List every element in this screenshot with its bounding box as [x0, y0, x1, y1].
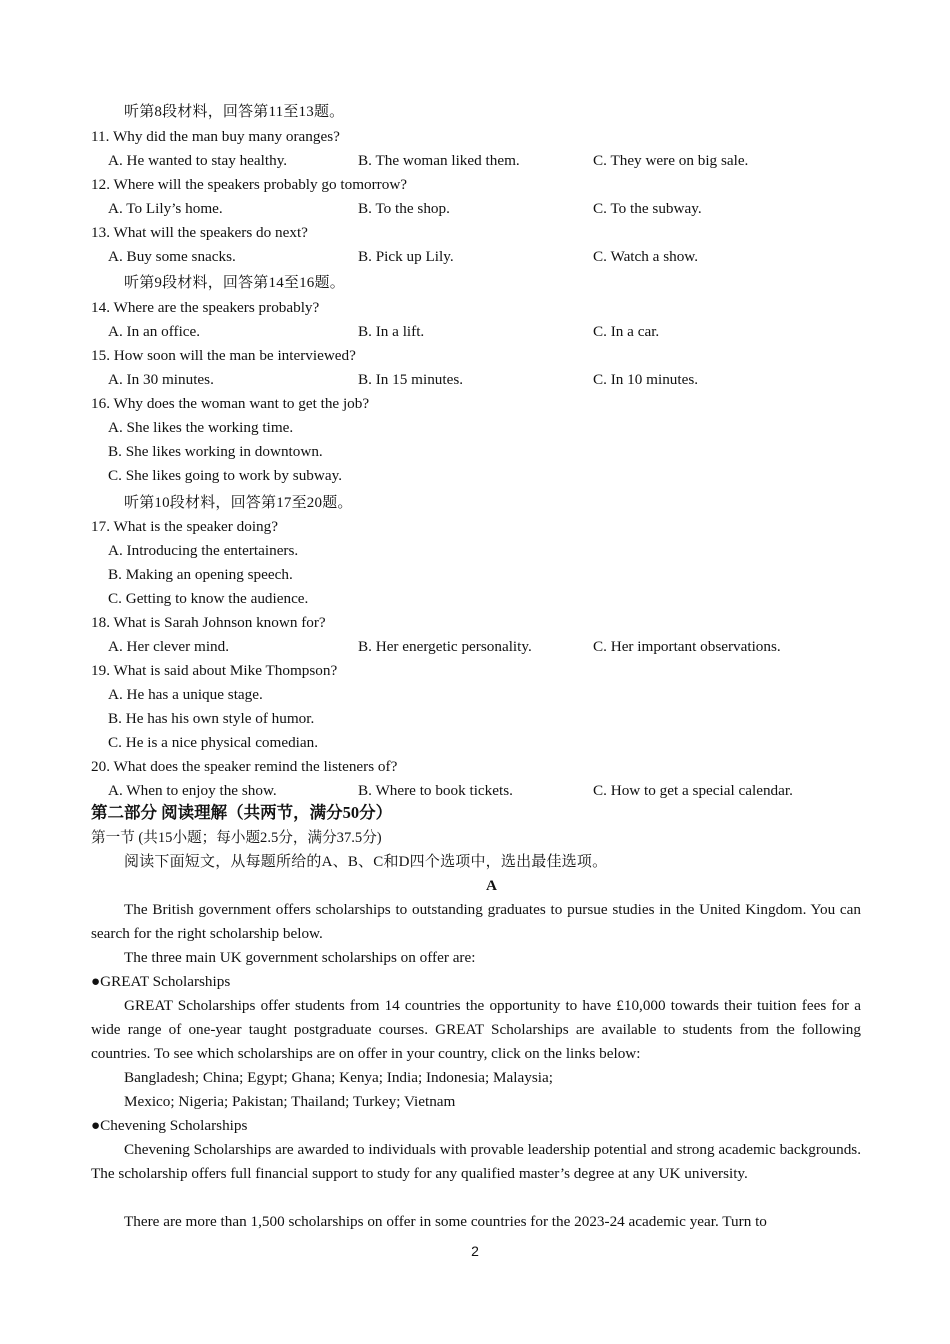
part2-instruction: 阅读下面短文，从每题所给的A、B、C和D四个选项中，选出最佳选项。: [124, 854, 608, 870]
q13-option-a: A. Buy some snacks.: [108, 248, 236, 265]
q16-option-a: A. She likes the working time.: [108, 419, 294, 436]
q15-option-a: A. In 30 minutes.: [108, 371, 214, 388]
chevening-scholarships-heading: ●Chevening Scholarships: [91, 1117, 248, 1134]
q19-option-a: A. He has a unique stage.: [108, 686, 263, 703]
q20-option-b: B. Where to book tickets.: [358, 782, 513, 799]
great-scholarships-heading: ●GREAT Scholarships: [91, 973, 231, 990]
q14-option-a: A. In an office.: [108, 323, 201, 340]
q20-option-c: C. How to get a special calendar.: [593, 782, 793, 799]
q17-option-c: C. Getting to know the audience.: [108, 590, 309, 607]
part2-section1-heading: 第一节 (共15小题；每小题2.5分，满分37.5分): [91, 830, 382, 846]
q18-option-b: B. Her energetic personality.: [358, 638, 532, 655]
q11-option-b: B. The woman liked them.: [358, 152, 520, 169]
q11-option-c: C. They were on big sale.: [593, 152, 749, 169]
q15-option-b: B. In 15 minutes.: [358, 371, 464, 388]
chevening-scholarships-body: Chevening Scholarships are awarded to individuals with provable leadership potential and strong academic backgrounds. The scholarship offers full financial support to study for any qualified master’s degree at any UK university.: [91, 1141, 861, 1182]
q16-option-c: C. She likes going to work by subway.: [108, 467, 342, 484]
question-14: 14. Where are the speakers probably?: [91, 299, 320, 316]
question-19: 19. What is said about Mike Thompson?: [91, 662, 338, 679]
question-18: 18. What is Sarah Johnson known for?: [91, 614, 326, 631]
great-scholarships-body: GREAT Scholarships offer students from 14 countries the opportunity to have £10,000 towards their tuition fees for a wide range of one-year taught postgraduate courses. GREAT Scholarships are available to students from the following countries. To see which scholarships are on offer in your country, click on the links below:: [91, 997, 861, 1062]
question-16: 16. Why does the woman want to get the job?: [91, 395, 370, 412]
q17-option-b: B. Making an opening speech.: [108, 566, 293, 583]
q13-option-c: C. Watch a show.: [593, 248, 699, 265]
q19-option-b: B. He has his own style of humor.: [108, 710, 315, 727]
passage-label: A: [486, 877, 497, 894]
q12-option-a: A. To Lily’s home.: [108, 200, 223, 217]
q12-option-c: C. To the subway.: [593, 200, 702, 217]
q19-option-c: C. He is a nice physical comedian.: [108, 734, 319, 751]
q14-option-c: C. In a car.: [593, 323, 660, 340]
passage-paragraph-2: The three main UK government scholarships on offer are:: [124, 949, 476, 966]
question-20: 20. What does the speaker remind the listeners of?: [91, 758, 398, 775]
question-15: 15. How soon will the man be interviewed?: [91, 347, 356, 364]
country-list-line-2: Mexico; Nigeria; Pakistan; Thailand; Turkey; Vietnam: [124, 1093, 456, 1110]
section9-instruction: 听第9段材料，回答第14至16题。: [124, 275, 345, 291]
q17-option-a: A. Introducing the entertainers.: [108, 542, 299, 559]
question-11: 11. Why did the man buy many oranges?: [91, 128, 340, 145]
section10-instruction: 听第10段材料，回答第17至20题。: [124, 495, 353, 511]
q18-option-c: C. Her important observations.: [593, 638, 781, 655]
q11-option-a: A. He wanted to stay healthy.: [108, 152, 288, 169]
question-13: 13. What will the speakers do next?: [91, 224, 308, 241]
q18-option-a: A. Her clever mind.: [108, 638, 230, 655]
page-number: 2: [471, 1243, 479, 1259]
q20-option-a: A. When to enjoy the show.: [108, 782, 277, 799]
section8-instruction: 听第8段材料，回答第11至13题。: [124, 104, 345, 120]
q14-option-b: B. In a lift.: [358, 323, 425, 340]
q12-option-b: B. To the shop.: [358, 200, 450, 217]
part2-title: 第二部分 阅读理解（共两节，满分50分）: [91, 803, 393, 822]
passage-last-line: There are more than 1,500 scholarships on offer in some countries for the 2023-24 academic year. Turn to: [124, 1213, 767, 1230]
country-list-line-1: Bangladesh; China; Egypt; Ghana; Kenya; India; Indonesia; Malaysia;: [124, 1069, 553, 1086]
q15-option-c: C. In 10 minutes.: [593, 371, 699, 388]
passage-paragraph-1: The British government offers scholarships to outstanding graduates to pursue studies in the United Kingdom. You can search for the right scholarship below.: [91, 901, 861, 942]
q13-option-b: B. Pick up Lily.: [358, 248, 454, 265]
q16-option-b: B. She likes working in downtown.: [108, 443, 323, 460]
question-12: 12. Where will the speakers probably go tomorrow?: [91, 176, 408, 193]
question-17: 17. What is the speaker doing?: [91, 518, 278, 535]
